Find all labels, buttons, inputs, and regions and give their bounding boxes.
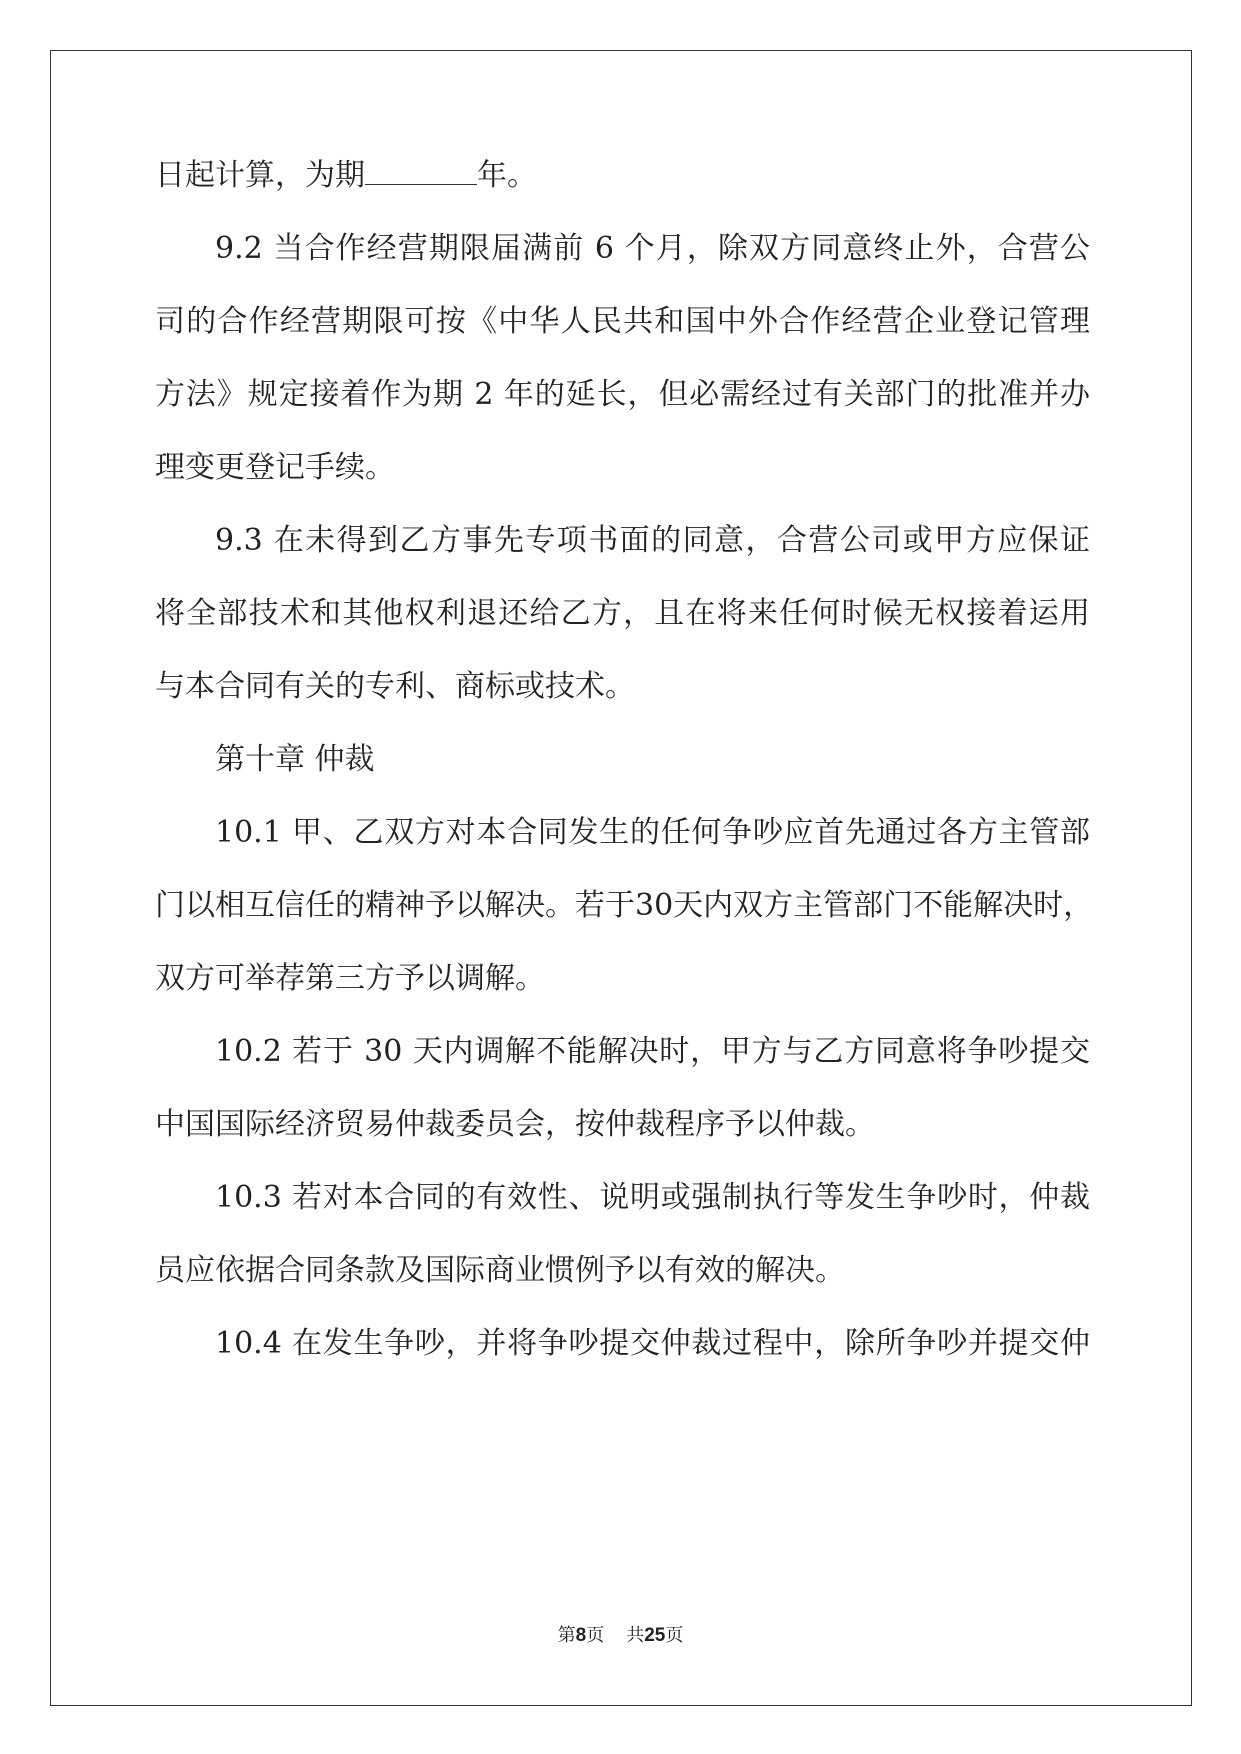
paragraph-10-1-line-2: 门以相互信任的精神予以解决。若于30天内双方主管部门不能解决时， xyxy=(155,888,1094,923)
paragraph-9-2-line-1: 9.2 当合作经营期限届满前 6 个月，除双方同意终止外，合营公 xyxy=(215,231,1090,266)
total-suffix: 页 xyxy=(665,1625,684,1646)
paragraph-10-3-line-2: 员应依据合同条款及国际商业惯例予以有效的解决。 xyxy=(155,1253,845,1288)
page-border xyxy=(50,50,1192,1706)
paragraph-9-2-line-3: 方法》规定接着作为期 2 年的延长，但必需经过有关部门的批准并办 xyxy=(155,377,1090,412)
total-prefix: 共 xyxy=(626,1625,645,1646)
paragraph-10-2-line-1: 10.2 若于 30 天内调解不能解决时，甲方与乙方同意将争吵提交 xyxy=(215,1034,1090,1069)
line-1-text-after: 年。 xyxy=(477,158,537,193)
paragraph-9-3-line-2: 将全部技术和其他权利退还给乙方，且在将来任何时候无权接着运用 xyxy=(155,596,1090,631)
page-suffix: 页 xyxy=(586,1625,605,1646)
paragraph-line-1 xyxy=(155,156,1090,196)
paragraph-9-3-line-1: 9.3 在未得到乙方事先专项书面的同意，合营公司或甲方应保证 xyxy=(215,523,1090,558)
paragraph-10-2-line-2: 中国国际经济贸易仲裁委员会，按仲裁程序予以仲裁。 xyxy=(155,1107,875,1142)
page-footer xyxy=(0,1624,1241,1648)
paragraph-9-2-line-4: 理变更登记手续。 xyxy=(155,450,395,485)
paragraph-10-4-line-1: 10.4 在发生争吵，并将争吵提交仲裁过程中，除所争吵并提交仲 xyxy=(215,1326,1090,1361)
paragraph-9-2-line-2: 司的合作经营期限可按《中华人民共和国中外合作经营企业登记管理 xyxy=(155,304,1090,339)
blank-underline xyxy=(365,156,477,185)
total-pages: 25 xyxy=(644,1625,666,1646)
paragraph-10-3-line-1: 10.3 若对本合同的有效性、说明或强制执行等发生争吵时，仲裁 xyxy=(215,1180,1090,1215)
paragraph-10-1-line-3: 双方可举荐第三方予以调解。 xyxy=(155,961,545,996)
page-prefix: 第 xyxy=(557,1625,576,1646)
paragraph-10-1-line-1: 10.1 甲、乙双方对本合同发生的任何争吵应首先通过各方主管部 xyxy=(215,815,1090,850)
chapter-heading: 第十章 仲裁 xyxy=(215,742,375,777)
line-1-text-before: 日起计算，为期 xyxy=(155,158,365,193)
page-number: 8 xyxy=(575,1625,587,1646)
paragraph-9-3-line-3: 与本合同有关的专利、商标或技术。 xyxy=(155,669,635,704)
